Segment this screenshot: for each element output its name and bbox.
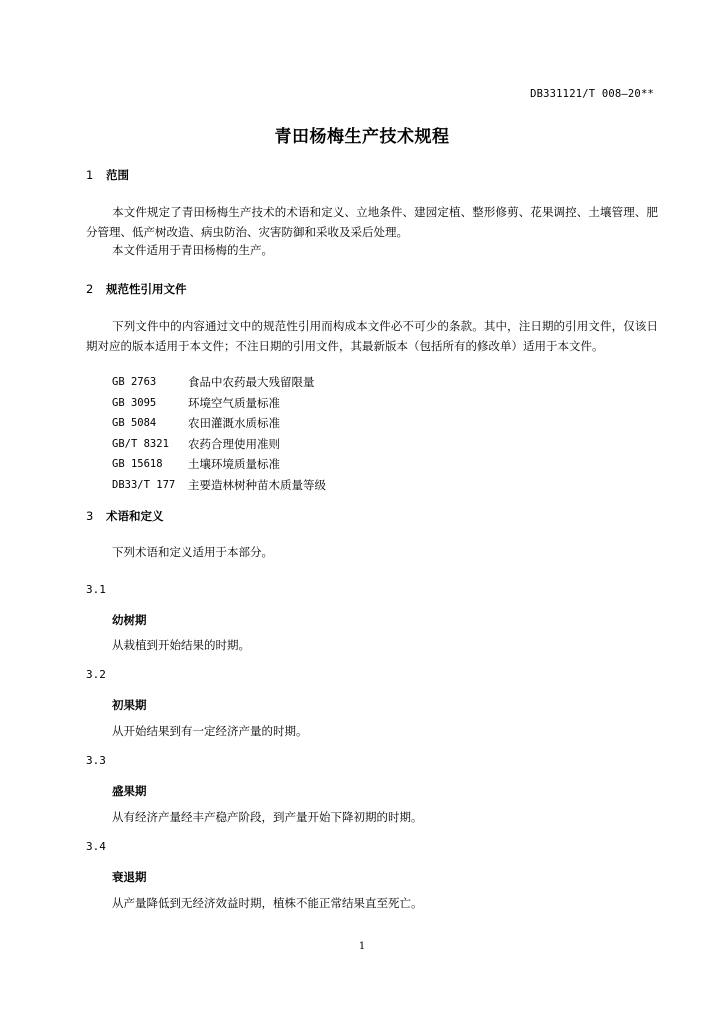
- reference-code: GB/T 8321: [112, 437, 169, 450]
- term-number: 3.3: [86, 754, 106, 767]
- standard-code: DB331121/T 008—20**: [530, 88, 654, 100]
- section-title: 规范性引用文件: [106, 282, 187, 296]
- reference-list: [112, 372, 326, 495]
- term-name: 幼树期: [112, 613, 147, 627]
- reference-item: [112, 372, 326, 393]
- reference-name: 农药合理使用准则: [188, 436, 280, 451]
- term-name: 衰退期: [112, 870, 147, 884]
- reference-name: 土壤环境质量标准: [188, 457, 280, 471]
- section-3-heading: [86, 508, 164, 524]
- reference-item: [112, 434, 326, 455]
- section-1-heading: [86, 167, 129, 183]
- reference-item: [112, 393, 326, 414]
- reference-code: GB 3095: [112, 396, 157, 409]
- section-1-paragraph-2: 本文件适用于青田杨梅的生产。: [112, 243, 273, 257]
- term-number: 3.2: [86, 668, 106, 681]
- reference-item: [112, 454, 326, 475]
- section-2-heading: [86, 281, 187, 297]
- section-2-paragraph-1: 下列文件中的内容通过文中的规范性引用而构成本文件必不可少的条款。其中，注日期的引用文件，仅该日期对应的版本适用于本文件；不注日期的引用文件，其最新版本（包括所有的修改单）适用于本文件。: [86, 319, 658, 353]
- section-number: 2: [86, 282, 94, 296]
- document-title: 青田杨梅生产技术规程: [274, 127, 450, 147]
- reference-code: GB 15618: [112, 458, 163, 470]
- term-definition: 从产量降低到无经济效益时期，植株不能正常结果直至死亡。: [112, 896, 423, 910]
- reference-name: 主要造林树种苗木质量等级: [188, 477, 326, 492]
- section-title: 范围: [106, 168, 129, 182]
- term-number: 3.4: [86, 840, 106, 853]
- section-3-intro: 下列术语和定义适用于本部分。: [112, 545, 273, 559]
- term-definition: 从有经济产量经丰产稳产阶段，到产量开始下降初期的时期。: [112, 810, 423, 824]
- section-title: 术语和定义: [106, 509, 164, 523]
- reference-name: 食品中农药最大残留限量: [188, 375, 315, 389]
- page-number: 1: [358, 941, 366, 952]
- reference-name: 农田灌溉水质标准: [188, 416, 280, 430]
- reference-code: DB33/T 177: [112, 478, 176, 491]
- term-number: 3.1: [86, 583, 106, 596]
- term-name: 盛果期: [112, 784, 147, 798]
- section-number: 1: [86, 168, 94, 182]
- reference-code: GB 5084: [112, 417, 157, 429]
- reference-name: 环境空气质量标准: [188, 395, 280, 410]
- reference-item: [112, 475, 326, 496]
- term-name: 初果期: [112, 698, 147, 712]
- reference-item: [112, 413, 326, 434]
- term-definition: 从开始结果到有一定经济产量的时期。: [112, 724, 308, 738]
- term-definition: 从栽植到开始结果的时期。: [112, 638, 250, 652]
- section-1-paragraph-1: 本文件规定了青田杨梅生产技术的术语和定义、立地条件、建园定植、整形修剪、花果调控、土壤管理、肥分管理、低产树改造、病虫防治、灾害防御和采收及采后处理。: [86, 205, 658, 239]
- reference-code: GB 2763: [112, 376, 157, 388]
- section-number: 3: [86, 509, 94, 523]
